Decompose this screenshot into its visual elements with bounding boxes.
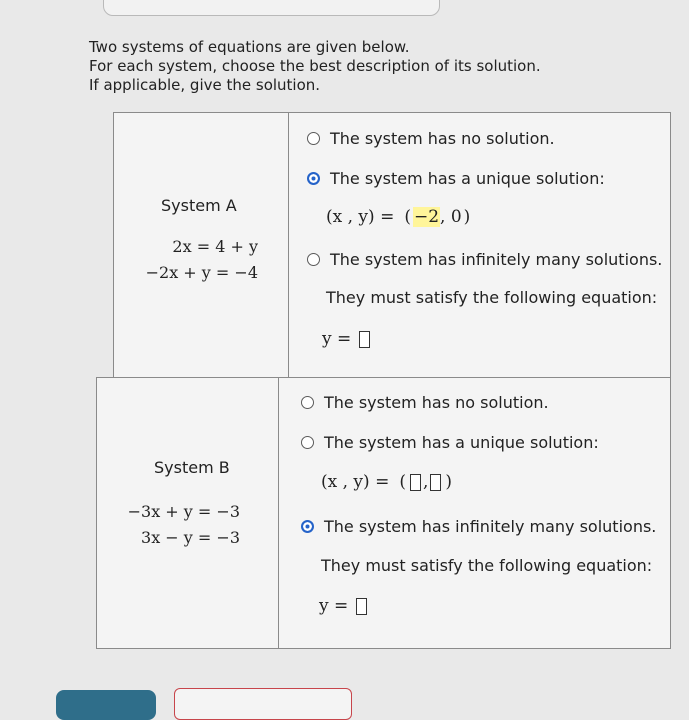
- system-b-radio-infinite[interactable]: [301, 520, 314, 533]
- instructions: [89, 38, 649, 95]
- system-b-option-no-solution-label: The system has no solution.: [324, 393, 549, 412]
- system-b-option-no-solution[interactable]: [301, 393, 549, 412]
- system-b-table: [96, 377, 671, 649]
- system-b-equation-1: −3x + y = −3: [127, 502, 240, 521]
- system-a-x-value[interactable]: −2: [413, 207, 440, 227]
- system-b-must-satisfy: They must satisfy the following equation:: [321, 556, 653, 575]
- system-a-unique-solution: [326, 207, 474, 227]
- system-a-radio-infinite[interactable]: [307, 253, 320, 266]
- system-b-y-eq-label: y =: [319, 596, 349, 616]
- system-a-y-eq-label: y =: [322, 329, 352, 349]
- system-b-y-equation: [319, 596, 369, 616]
- system-a-radio-no-solution[interactable]: [307, 132, 320, 145]
- instruction-line-1: Two systems of equations are given below.: [89, 38, 410, 56]
- system-b-unique-solution: [321, 472, 456, 492]
- bottom-outlined-button[interactable]: [174, 688, 352, 720]
- system-a-table: [113, 112, 671, 379]
- bottom-button[interactable]: [56, 690, 156, 720]
- system-a-equation-2: −2x + y = −4: [145, 263, 258, 282]
- system-a-y-value[interactable]: 0: [450, 207, 462, 227]
- system-a-unique-answer[interactable]: ( −2 , 0 ): [404, 207, 471, 227]
- system-b-equation-2: 3x − y = −3: [141, 528, 240, 547]
- system-b-option-infinite[interactable]: [301, 517, 656, 536]
- system-b-unique-lhs: (x , y) =: [321, 472, 390, 492]
- system-a-must-satisfy: They must satisfy the following equation:: [326, 288, 658, 307]
- system-a-option-infinite[interactable]: [307, 250, 662, 269]
- system-a-option-infinite-label: The system has infinitely many solutions.: [330, 250, 663, 269]
- system-a-option-no-solution-label: The system has no solution.: [330, 129, 555, 148]
- system-b-option-unique-label: The system has a unique solution:: [324, 433, 599, 452]
- instruction-line-2: For each system, choose the best description of its solution.: [89, 57, 541, 75]
- system-a-equations-cell: [114, 113, 289, 378]
- system-a-y-input[interactable]: [359, 331, 370, 348]
- system-a-equation-1: 2x = 4 + y: [172, 237, 258, 256]
- system-b-option-unique[interactable]: [301, 433, 599, 452]
- instruction-line-3: If applicable, give the solution.: [89, 76, 321, 94]
- system-b-equations-cell: [97, 378, 279, 648]
- system-b-radio-no-solution[interactable]: [301, 396, 314, 409]
- system-b-label: System B: [154, 458, 230, 477]
- system-b-radio-unique[interactable]: [301, 436, 314, 449]
- system-a-label: System A: [161, 196, 237, 215]
- system-a-radio-unique[interactable]: [307, 172, 320, 185]
- system-b-y-input[interactable]: [430, 474, 441, 491]
- system-b-option-infinite-label: The system has infinitely many solutions.: [324, 517, 657, 536]
- system-a-option-no-solution[interactable]: [307, 129, 555, 148]
- system-a-y-equation: [322, 329, 372, 349]
- system-b-x-input[interactable]: [410, 474, 421, 491]
- top-answer-bar: [103, 0, 440, 16]
- system-a-option-unique-label: The system has a unique solution:: [330, 169, 605, 188]
- system-b-y-eq-input[interactable]: [356, 598, 367, 615]
- system-a-option-unique[interactable]: [307, 169, 605, 188]
- system-a-unique-lhs: (x , y) =: [326, 207, 395, 227]
- system-b-unique-answer: ( , ): [399, 472, 453, 492]
